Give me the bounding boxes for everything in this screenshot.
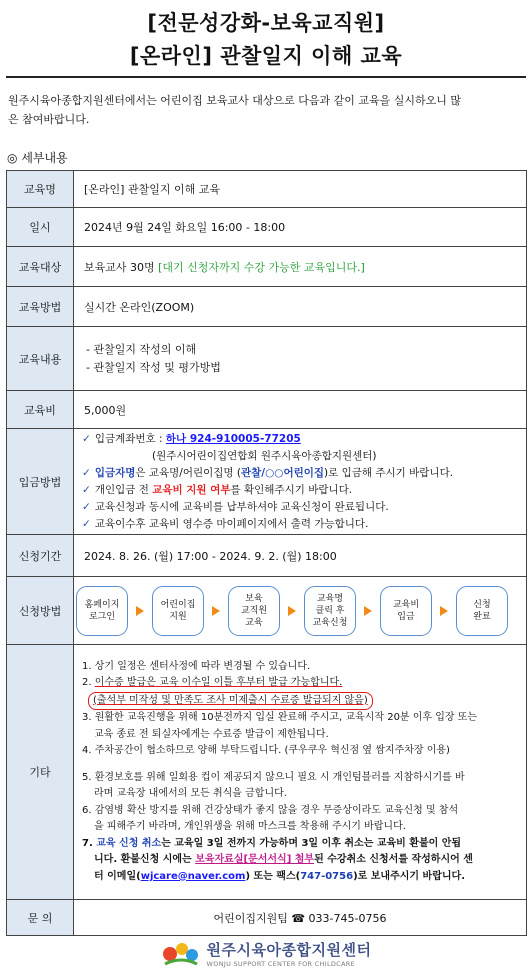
row-label: 교육방법 [7,287,74,327]
period-value: 2024. 8. 26. (월) 17:00 - 2024. 9. 2. (월) 18:00 [74,535,527,577]
list-item: 2. 이수증 발급은 교육 이수일 이틀 후부터 발급 가능합니다. [82,677,343,689]
row-payment [7,429,527,535]
row-etc [7,645,527,900]
step-complete: 신청 완료 [456,586,508,636]
list-item: 터 이메일(wjcare@naver.com) 또는 팩스(747-0756)로 보내주시기 바랍니다. [94,870,465,882]
check-icon: ✓ [82,483,91,496]
row-label: 교육내용 [7,327,74,391]
datetime-value: 2024년 9월 24일 화요일 16:00 - 18:00 [74,208,527,247]
arrow-right-icon [440,606,448,616]
section-heading [7,149,68,166]
row-label: 문 의 [7,900,74,936]
step-login: 홈페이지 로그인 [76,586,128,636]
list-item: 4. 주차공간이 협소하므로 양해 부탁드립니다. (쿠우쿠우 혁신점 옆 쌈지주차장 이용) [82,745,450,757]
target-value [74,247,527,287]
step-course-apply: 교육명 클릭 후 교육신청 [304,586,356,636]
list-item: 교육 종료 전 퇴실자에게는 수료증 발급이 제한됩니다. [94,728,329,740]
row-fee [7,391,527,429]
title-divider [6,76,526,78]
center-logo-icon [161,938,201,968]
row-label: 신청기간 [7,535,74,577]
row-label: 교육비 [7,391,74,429]
row-label: 교육대상 [7,247,74,287]
list-item: 6. 감염병 확산 방지를 위해 건강상태가 좋지 않을 경우 무증상이라도 교육신청 및 참석 [82,804,459,816]
page-title-line1: [전문성강화-보육교직원] [147,11,385,35]
arrow-right-icon [212,606,220,616]
row-label: 일시 [7,208,74,247]
payment-value [74,429,527,535]
list-item: ✓ 입금자명은 교육명/어린이집명 (관찰/○○어린이집)로 입금해 주시기 바랍니다. [82,466,454,479]
section-heading-text: 세부내용 [21,151,68,165]
list-item: ✓ 교육신청과 동시에 교육비를 납부하셔야 교육신청이 완료됩니다. [82,500,389,513]
row-apply [7,577,527,645]
list-item: 니다. 환불신청 시에는 보육자료실[문서서식] 첨부된 수강취소 신청서를 작성하시어 센 [94,854,473,866]
list-item: - 관찰일지 작성의 이해 [86,342,197,356]
intro-line1: 원주시육아종합지원센터에서는 어린이집 보육교사 대상으로 다음과 같이 교육을 실시하오니 많 [8,94,462,107]
list-item: ✓ 개인입금 전 교육비 지원 여부를 확인해주시기 바랍니다. [82,483,353,496]
intro-paragraph [8,91,528,129]
list-item: ✓ 입금계좌번호 : 하나 924-910005-77205 [82,432,301,445]
row-method [7,287,527,327]
notes-list [74,659,526,886]
content-list [84,341,516,377]
list-item: 을 피해주기 바라며, 개인위생을 위해 마스크를 착용해 주시기 바랍니다. [94,821,406,833]
list-item: ✓ 교육이수후 교육비 영수증 마이페이지에서 출력 가능합니다. [82,517,369,530]
row-label: 교육명 [7,171,74,208]
payment-list [74,431,526,533]
list-item: 3. 원활한 교육진행을 위해 10분전까지 입실 완료해 주시고, 교육시작 20분 이후 입장 또는 [82,712,478,724]
row-contact [7,900,527,936]
account-number: 하나 924-910005-77205 [165,432,301,445]
circle-bullet-icon: ◎ [7,151,18,165]
row-course-name [7,171,527,208]
list-item: 라며 교육장 내에서의 모든 취식을 금합니다. [94,788,287,800]
org-name-kr: 원주시육아종합지원센터 [206,940,372,959]
fee-value: 5,000원 [74,391,527,429]
list-item: 5. 환경보호를 위해 일회용 컵이 제공되지 않으니 필요 시 개인텀블러를 지참하시기를 바 [82,771,465,783]
row-datetime [7,208,527,247]
step-staff-education: 보육 교직원 교육 [228,586,280,636]
list-item: - 관찰일지 작성 및 평가방법 [86,360,221,374]
list-item: 1. 상기 일정은 센터사정에 따라 변경될 수 있습니다. [82,660,311,672]
contact-value: 어린이집지원팀 ☎ 033-745-0756 [74,900,527,936]
row-period [7,535,527,577]
check-icon: ✓ [82,466,91,479]
content-value [74,327,527,391]
arrow-right-icon [288,606,296,616]
detail-table [6,170,527,936]
footer-logo [0,938,532,968]
row-target [7,247,527,287]
arrow-right-icon [136,606,144,616]
row-label: 신청방법 [7,577,74,645]
intro-line2: 은 참여바랍니다. [8,113,90,126]
email-link[interactable]: wjcare@naver.com [140,870,246,882]
certificate-warning: (출석부 미작성 및 만족도 조사 미제출시 수료증 발급되지 않음) [88,692,373,711]
row-label: 기타 [7,645,74,900]
etc-value [74,645,527,900]
apply-flow-cell [74,577,527,645]
page-title-line2: [온라인] 관찰일지 이해 교육 [129,44,403,68]
target-text: 보육교사 30명 [84,260,155,274]
row-label: 입금방법 [7,429,74,535]
arrow-right-icon [364,606,372,616]
list-item [82,692,520,711]
resource-link[interactable]: 보육자료실[문서서식] 첨부 [195,854,315,866]
org-name-en: WONJU SUPPORT CENTER FOR CHILDCARE [206,959,355,968]
step-daycare-support: 어린이집 지원 [152,586,204,636]
method-value: 실시간 온라인(ZOOM) [74,287,527,327]
check-icon: ✓ [82,432,91,445]
apply-flow [74,586,526,636]
waitlist-note: [대기 신청자까지 수강 가능한 교육입니다.] [158,260,365,274]
course-name-value: [온라인] 관찰일지 이해 교육 [74,171,527,208]
row-content [7,327,527,391]
step-payment: 교육비 입금 [380,586,432,636]
check-icon: ✓ [82,517,91,530]
account-holder: (원주시어린이집연합회 원주시육아종합지원센터) [152,449,377,462]
check-icon: ✓ [82,500,91,513]
list-item: 7. 교육 신청 취소는 교육일 3일 전까지 가능하며 3일 이후 취소는 교육비 환불이 안됩 [82,837,462,849]
